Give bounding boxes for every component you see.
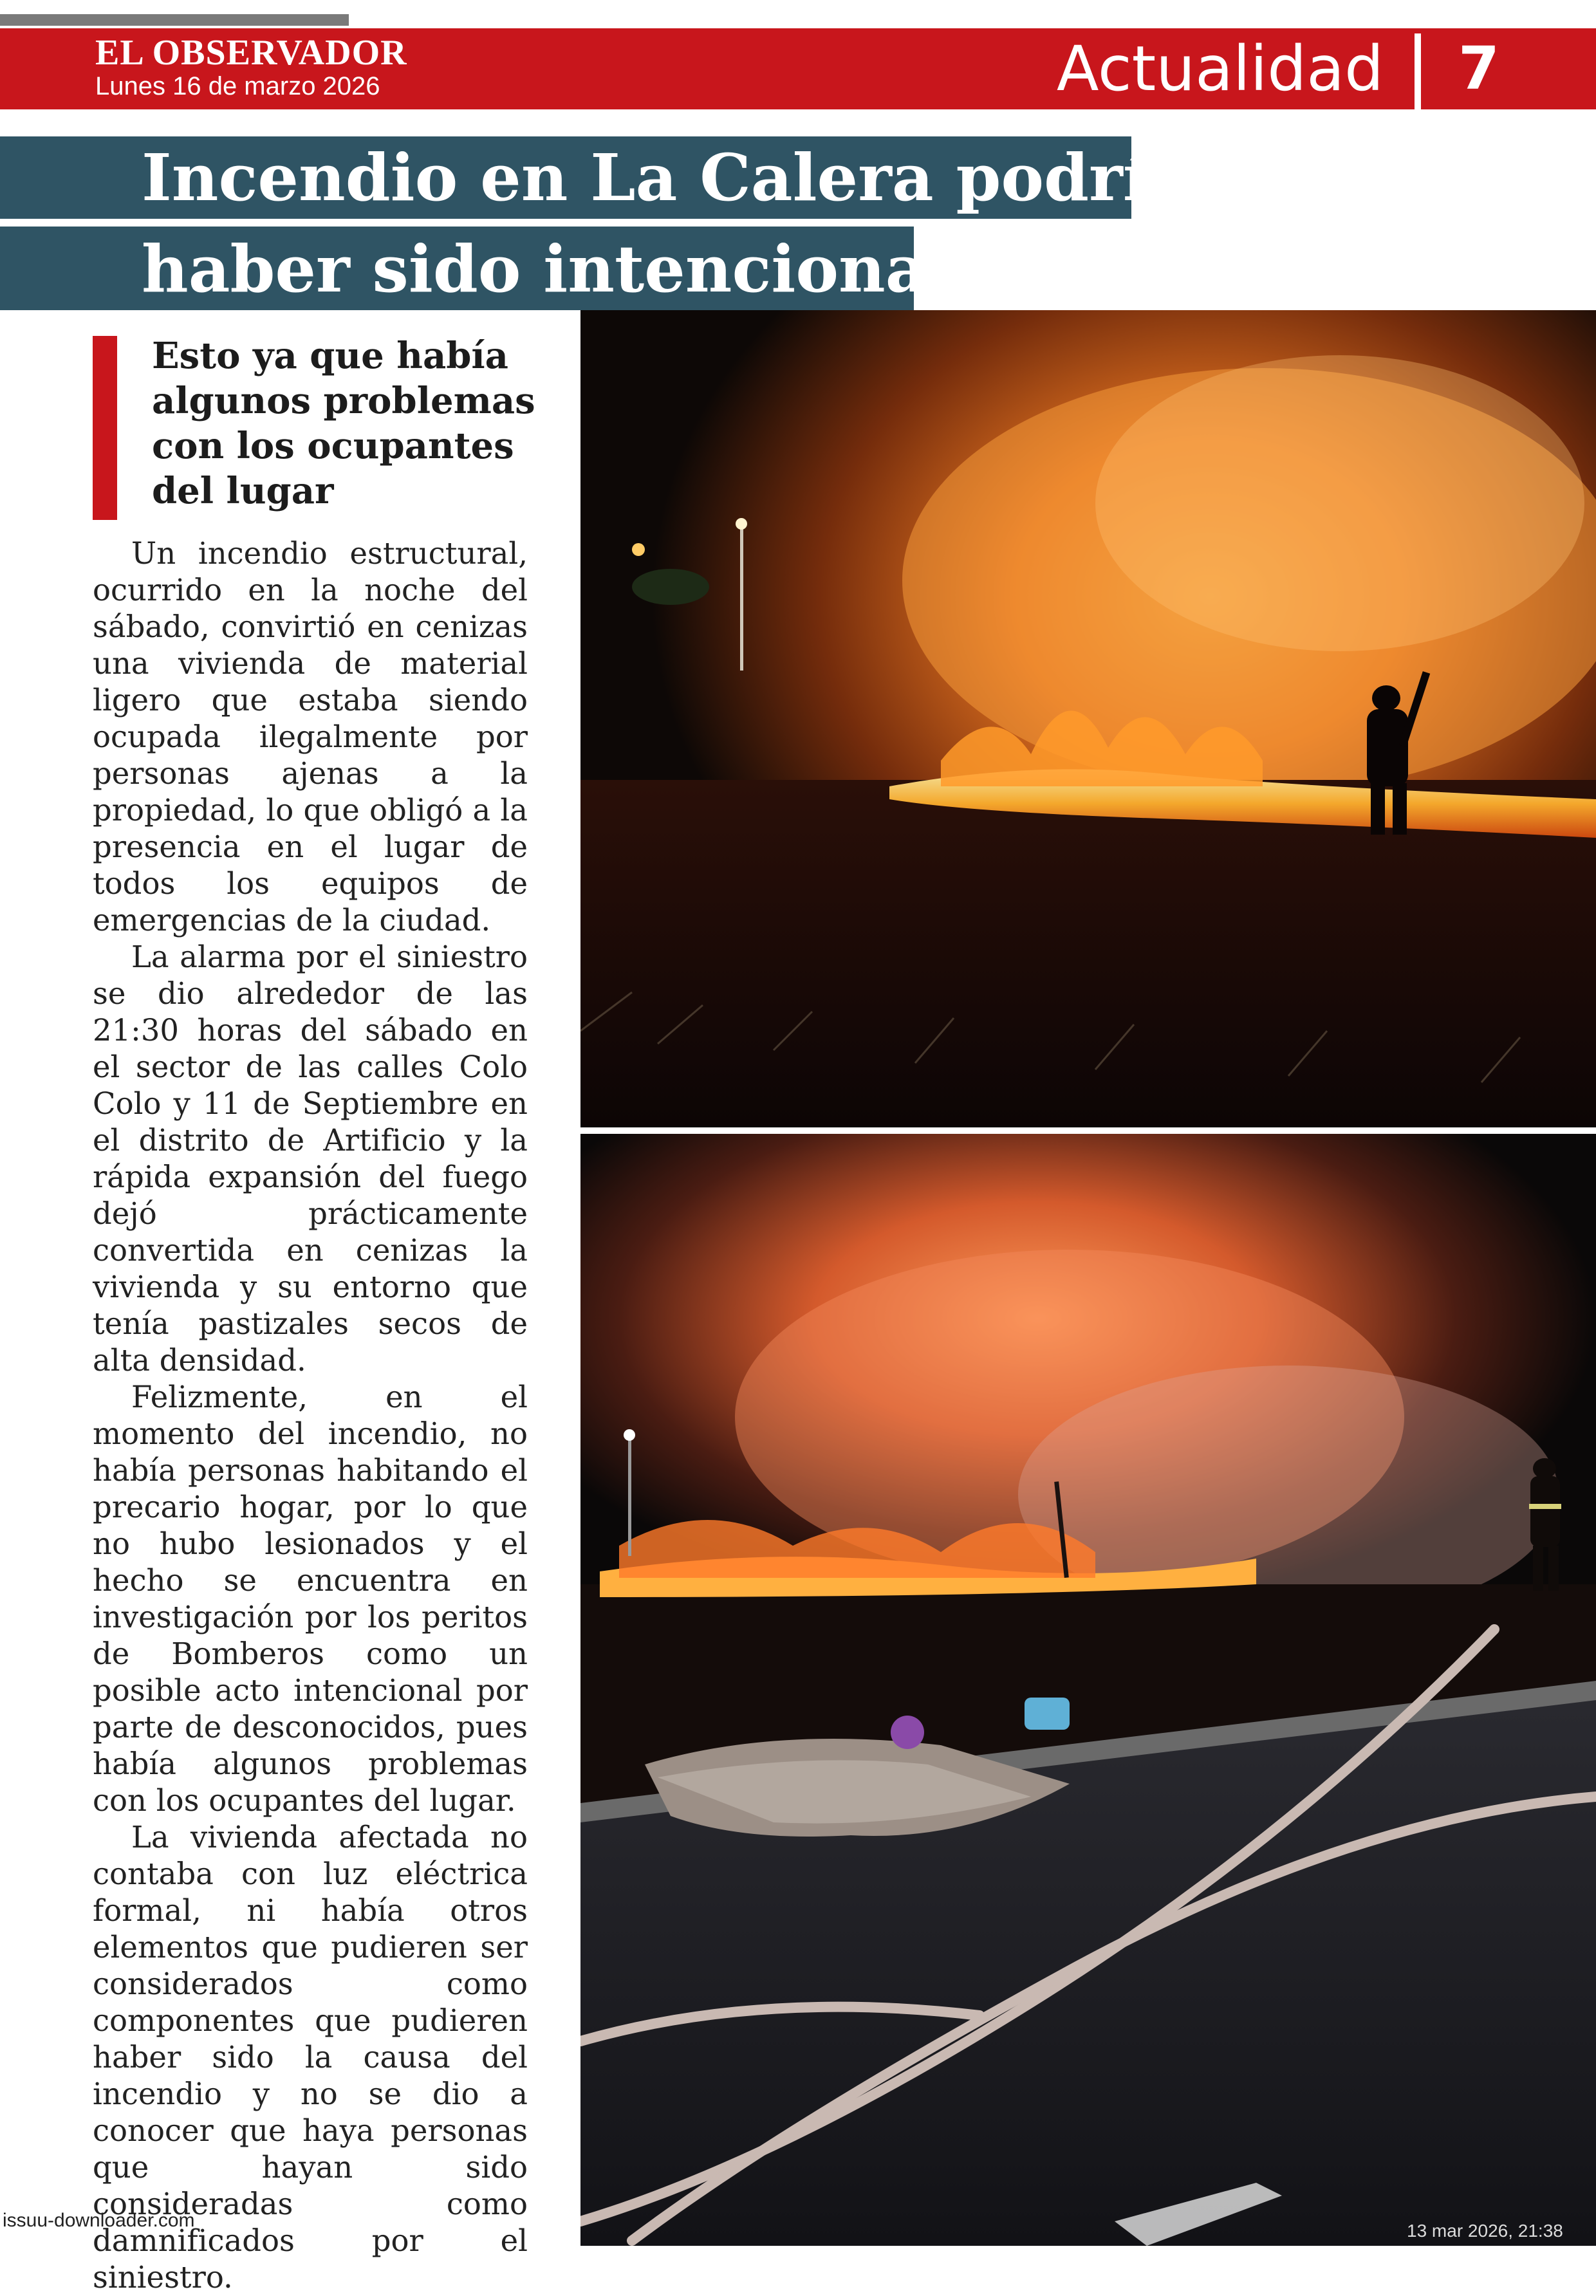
- masthead-title: EL OBSERVADOR: [95, 33, 407, 73]
- headline-line-1: Incendio en La Calera podría: [142, 140, 1189, 216]
- page-number: 7: [1458, 34, 1500, 103]
- kicker-subheadline: Esto ya que había algunos problemas con los ocupantes del lugar: [152, 335, 535, 512]
- footer-credit: issuu-downloader.com: [3, 2210, 195, 2231]
- fire-photo-2-illustration: [580, 1134, 1596, 2246]
- fire-photo-street-hoses: [580, 1134, 1596, 2246]
- body-paragraph-1: Un incendio estructural, ocurrido en la noche del sábado, convirtió en cenizas una vivienda de material ligero que estaba siendo ocupada ilegalmente por personas ajenas a la propiedad, lo que obligó a la presencia en el lugar de todos los equipos de emergencias de la ciudad.: [93, 536, 528, 938]
- fire-photo-1-illustration: [580, 310, 1596, 1127]
- fire-photo-night-firefighter: [580, 310, 1596, 1127]
- body-paragraph-2: La alarma por el siniestro se dio alrededor de las 21:30 horas del sábado en el sector de las calles Colo Colo y 11 de Septiembre en el distrito de Artificio y la rápida expansión del fuego dejó prácticamente convertida en cenizas la vivienda y su entorno que tenía pastizales secos de alta densidad.: [93, 940, 528, 1378]
- article-body: [93, 535, 528, 2296]
- top-gray-tab: [0, 14, 349, 26]
- kicker-accent-bar: [93, 336, 117, 520]
- photo-timestamp: 13 mar 2026, 21:38: [1407, 2221, 1563, 2241]
- section-divider: [1415, 33, 1421, 109]
- body-paragraph-3: Felizmente, en el momento del incendio, no había personas habitando el precario hogar, por lo que no hubo lesionados y el hecho se encuentra en investigación por los peritos de Bomberos como un posible acto intencional por parte de desconocidos, pues había algunos problemas con los ocupantes del lugar.: [93, 1380, 528, 1818]
- body-paragraph-4: La vivienda afectada no contaba con luz eléctrica formal, ni había otros elementos que pudieren ser considerados como componentes que pudieren haber sido la causa del incendio y no se dio a conocer que haya personas que hayan sido consideradas como damnificados por el siniestro.: [93, 1820, 528, 2295]
- masthead-date: Lunes 16 de marzo 2026: [95, 72, 380, 100]
- section-label: Actualidad: [1056, 33, 1384, 105]
- headline-line-2: haber sido intencional: [142, 231, 952, 307]
